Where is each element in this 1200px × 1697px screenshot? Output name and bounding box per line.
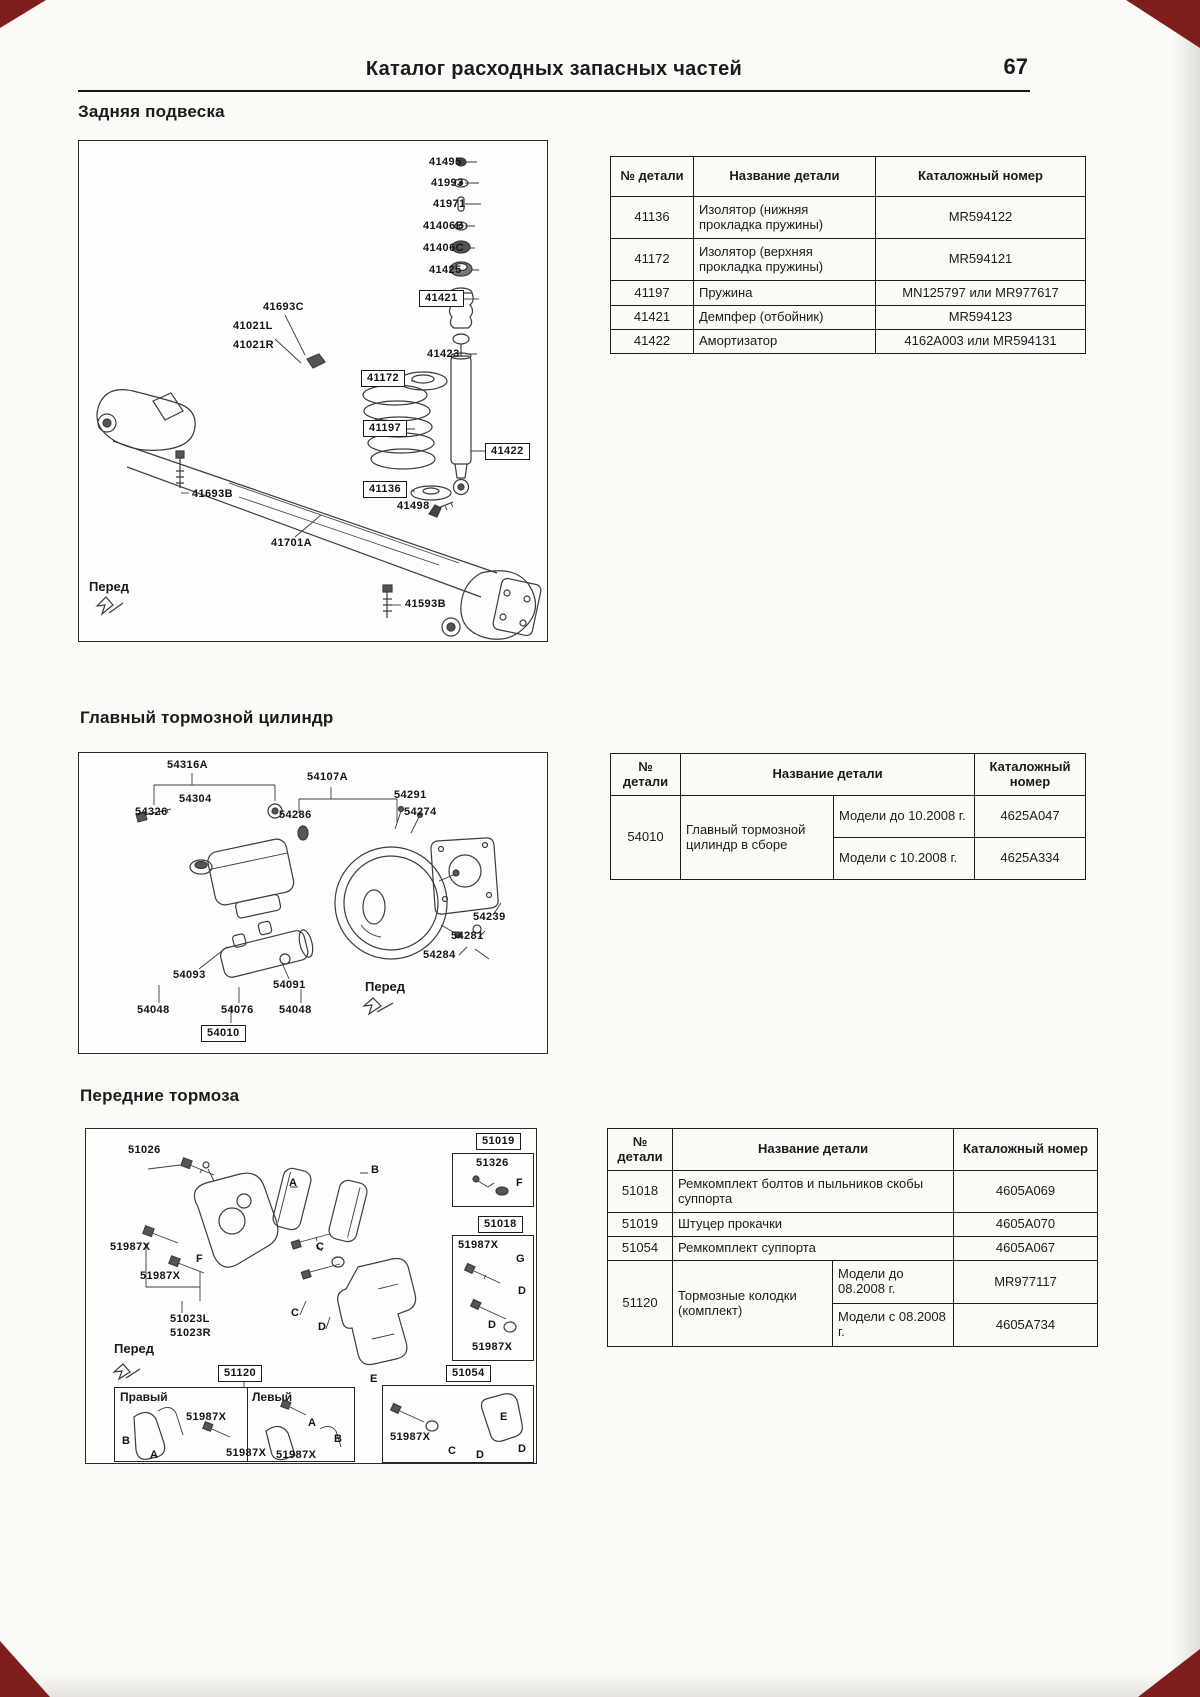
table-row	[611, 330, 1086, 354]
part-label-51023l: 51023L	[170, 1313, 210, 1325]
ref-letter-e: E	[500, 1411, 508, 1423]
part-label-51987x: 51987X	[110, 1241, 151, 1253]
part-label-54048: 54048	[279, 1004, 312, 1016]
ref-letter-b: B	[122, 1435, 131, 1447]
col-header-part-name: Название детали	[673, 1129, 954, 1171]
part-label-54239: 54239	[473, 911, 506, 923]
part-number: 51018	[608, 1171, 673, 1213]
model-variant: Модели до 08.2008 г.	[833, 1261, 954, 1304]
page-edge-shadow-bottom	[0, 1673, 1200, 1697]
table-row	[611, 239, 1086, 281]
part-label-54274: 54274	[404, 806, 437, 818]
catalog-code: 4625A047	[975, 796, 1086, 838]
part-name: Тормозные колодки (комплект)	[673, 1261, 833, 1347]
master-cylinder-diagram	[78, 752, 548, 1054]
catalog-code: MR977117	[954, 1261, 1098, 1304]
section-heading-front-brakes: Передние тормоза	[80, 1086, 240, 1105]
part-number: 41136	[611, 197, 694, 239]
ref-letter-d: D	[488, 1319, 497, 1331]
part-label-51987x: 51987X	[186, 1411, 227, 1423]
catalog-code: MR594121	[876, 239, 1086, 281]
part-label-41197: 41197	[363, 420, 407, 437]
front-brakes-diagram	[85, 1128, 537, 1464]
ref-letter-f: F	[516, 1177, 524, 1189]
ref-letter-a: A	[289, 1177, 298, 1189]
part-label-41498: 41498	[397, 500, 430, 512]
front-direction-label: Перед	[365, 979, 405, 994]
part-label-51026: 51026	[128, 1144, 161, 1156]
model-variant: Модели до 10.2008 г.	[834, 796, 975, 838]
col-header-part-number: № детали	[611, 754, 681, 796]
ref-letter-d: D	[518, 1443, 527, 1455]
catalog-code: MN125797 или MR977617	[876, 281, 1086, 306]
part-name: Изолятор (верхняя прокладка пружины)	[694, 239, 876, 281]
part-label-54076: 54076	[221, 1004, 254, 1016]
left-side-label: Левый	[252, 1390, 293, 1404]
part-label-51987x: 51987X	[226, 1447, 267, 1459]
part-number: 41197	[611, 281, 694, 306]
part-label-41423: 41423	[427, 348, 460, 360]
part-number: 41172	[611, 239, 694, 281]
front-direction-arrow	[97, 597, 123, 614]
part-label-41693b: 41693B	[192, 488, 233, 500]
section-heading-master-cylinder: Главный тормозной цилиндр	[80, 708, 334, 727]
front-direction-arrow	[364, 998, 393, 1014]
catalog-code: 4162A003 или MR594131	[876, 330, 1086, 354]
part-number: 41421	[611, 306, 694, 330]
col-header-part-name: Название детали	[681, 754, 975, 796]
part-label-54107a: 54107A	[307, 771, 348, 783]
part-name: Ремкомплект болтов и пыльников скобы суппорта	[673, 1171, 954, 1213]
part-label-41172: 41172	[361, 370, 405, 387]
ref-letter-c: C	[448, 1445, 457, 1457]
catalog-code: MR594122	[876, 197, 1086, 239]
front-direction-label: Перед	[114, 1341, 154, 1356]
part-label-41495: 41495	[429, 156, 462, 168]
catalog-code: 4605A069	[954, 1171, 1098, 1213]
section-heading-rear-suspension: Задняя подвеска	[78, 102, 225, 121]
part-label-41422: 41422	[485, 443, 530, 460]
col-header-catalog: Каталожный номер	[975, 754, 1086, 796]
part-label-51326: 51326	[476, 1157, 509, 1169]
part-number: 54010	[611, 796, 681, 880]
part-label-41425: 41425	[429, 264, 462, 276]
part-label-51054: 51054	[446, 1365, 491, 1382]
part-label-54091: 54091	[273, 979, 306, 991]
catalog-code: 4605A734	[954, 1304, 1098, 1347]
col-header-part-number: № детали	[611, 157, 694, 197]
ref-letter-d: D	[518, 1285, 527, 1297]
right-side-label: Правый	[120, 1390, 168, 1404]
part-label-51987x: 51987X	[276, 1449, 317, 1461]
part-label-54316a: 54316A	[167, 759, 208, 771]
table-row	[611, 281, 1086, 306]
cover-corner-top-left	[0, 0, 46, 28]
ref-letter-a: A	[308, 1417, 317, 1429]
part-name: Пружина	[694, 281, 876, 306]
table-row	[608, 1171, 1098, 1213]
part-label-54093: 54093	[173, 969, 206, 981]
page-number: 67	[1003, 54, 1028, 79]
part-name: Изолятор (нижняя прокладка пружины)	[694, 197, 876, 239]
catalog-code: MR594123	[876, 306, 1086, 330]
part-name: Штуцер прокачки	[673, 1213, 954, 1237]
part-label-51987x: 51987X	[458, 1239, 499, 1251]
part-name: Амортизатор	[694, 330, 876, 354]
part-label-54286: 54286	[279, 809, 312, 821]
page-header	[78, 50, 1030, 92]
part-name: Демпфер (отбойник)	[694, 306, 876, 330]
col-header-catalog: Каталожный номер	[876, 157, 1086, 197]
col-header-catalog: Каталожный номер	[954, 1129, 1098, 1171]
cover-corner-top-right	[1126, 0, 1200, 48]
front-direction-label: Перед	[89, 579, 129, 594]
part-number: 51019	[608, 1213, 673, 1237]
rear-suspension-illustration	[79, 141, 547, 641]
col-header-part-name: Название детали	[694, 157, 876, 197]
ref-letter-e: E	[370, 1373, 378, 1385]
part-name: Ремкомплект суппорта	[673, 1237, 954, 1261]
table-row	[608, 1213, 1098, 1237]
page-edge-shadow-right	[1172, 0, 1200, 1697]
part-label-41021r: 41021R	[233, 339, 274, 351]
part-label-51987x: 51987X	[140, 1270, 181, 1282]
master-cylinder-table	[610, 753, 1086, 880]
part-label-41593b: 41593B	[405, 598, 446, 610]
ref-letter-a: A	[150, 1449, 159, 1461]
part-label-41701a: 41701A	[271, 537, 312, 549]
part-label-41136: 41136	[363, 481, 407, 498]
part-label-54291: 54291	[394, 789, 427, 801]
table-row	[611, 197, 1086, 239]
catalog-code: 4605A070	[954, 1213, 1098, 1237]
part-label-51987x: 51987X	[472, 1341, 513, 1353]
rear-parts-table	[610, 156, 1086, 354]
part-label-51019: 51019	[476, 1133, 521, 1150]
col-header-part-number: № детали	[608, 1129, 673, 1171]
ref-letter-d: D	[476, 1449, 485, 1461]
rear-suspension-diagram	[78, 140, 548, 642]
front-direction-arrow	[114, 1364, 140, 1379]
ref-letter-f: F	[196, 1253, 204, 1265]
part-name: Главный тормозной цилиндр в сборе	[681, 796, 834, 880]
part-label-54326: 54326	[135, 806, 168, 818]
part-label-41406c: 41406C	[423, 242, 464, 254]
catalog-code: 4625A334	[975, 838, 1086, 880]
part-label-41421: 41421	[419, 290, 464, 307]
part-label-54281: 54281	[451, 930, 484, 942]
table-row	[611, 306, 1086, 330]
part-label-51987x: 51987X	[390, 1431, 431, 1443]
part-label-51120: 51120	[218, 1365, 262, 1382]
ref-letter-b: B	[334, 1433, 343, 1445]
table-row	[608, 1237, 1098, 1261]
model-variant: Модели с 08.2008 г.	[833, 1304, 954, 1347]
part-label-54048: 54048	[137, 1004, 170, 1016]
part-number: 41422	[611, 330, 694, 354]
part-label-41693c: 41693C	[263, 301, 304, 313]
ref-letter-d: D	[318, 1321, 327, 1333]
caliper-kit-box-51054	[382, 1385, 534, 1463]
table-row	[608, 1261, 1098, 1304]
part-label-41406b: 41406B	[423, 220, 464, 232]
part-label-51023r: 51023R	[170, 1327, 211, 1339]
part-label-54010: 54010	[201, 1025, 246, 1042]
ref-letter-g: G	[516, 1253, 525, 1265]
table-row	[611, 796, 1086, 838]
ref-letter-b: B	[371, 1164, 380, 1176]
part-number: 51120	[608, 1261, 673, 1347]
part-label-54304: 54304	[179, 793, 212, 805]
part-label-41021l: 41021L	[233, 320, 273, 332]
front-brakes-table	[607, 1128, 1098, 1347]
part-number: 51054	[608, 1237, 673, 1261]
model-variant: Модели с 10.2008 г.	[834, 838, 975, 880]
part-label-51018: 51018	[478, 1216, 523, 1233]
part-label-54284: 54284	[423, 949, 456, 961]
ref-letter-c: C	[316, 1241, 325, 1253]
part-label-41971: 41971	[433, 198, 466, 210]
catalog-code: 4605A067	[954, 1237, 1098, 1261]
part-label-41993: 41993	[431, 177, 464, 189]
page-title: Каталог расходных запасных частей	[365, 58, 743, 80]
ref-letter-c: C	[291, 1307, 300, 1319]
